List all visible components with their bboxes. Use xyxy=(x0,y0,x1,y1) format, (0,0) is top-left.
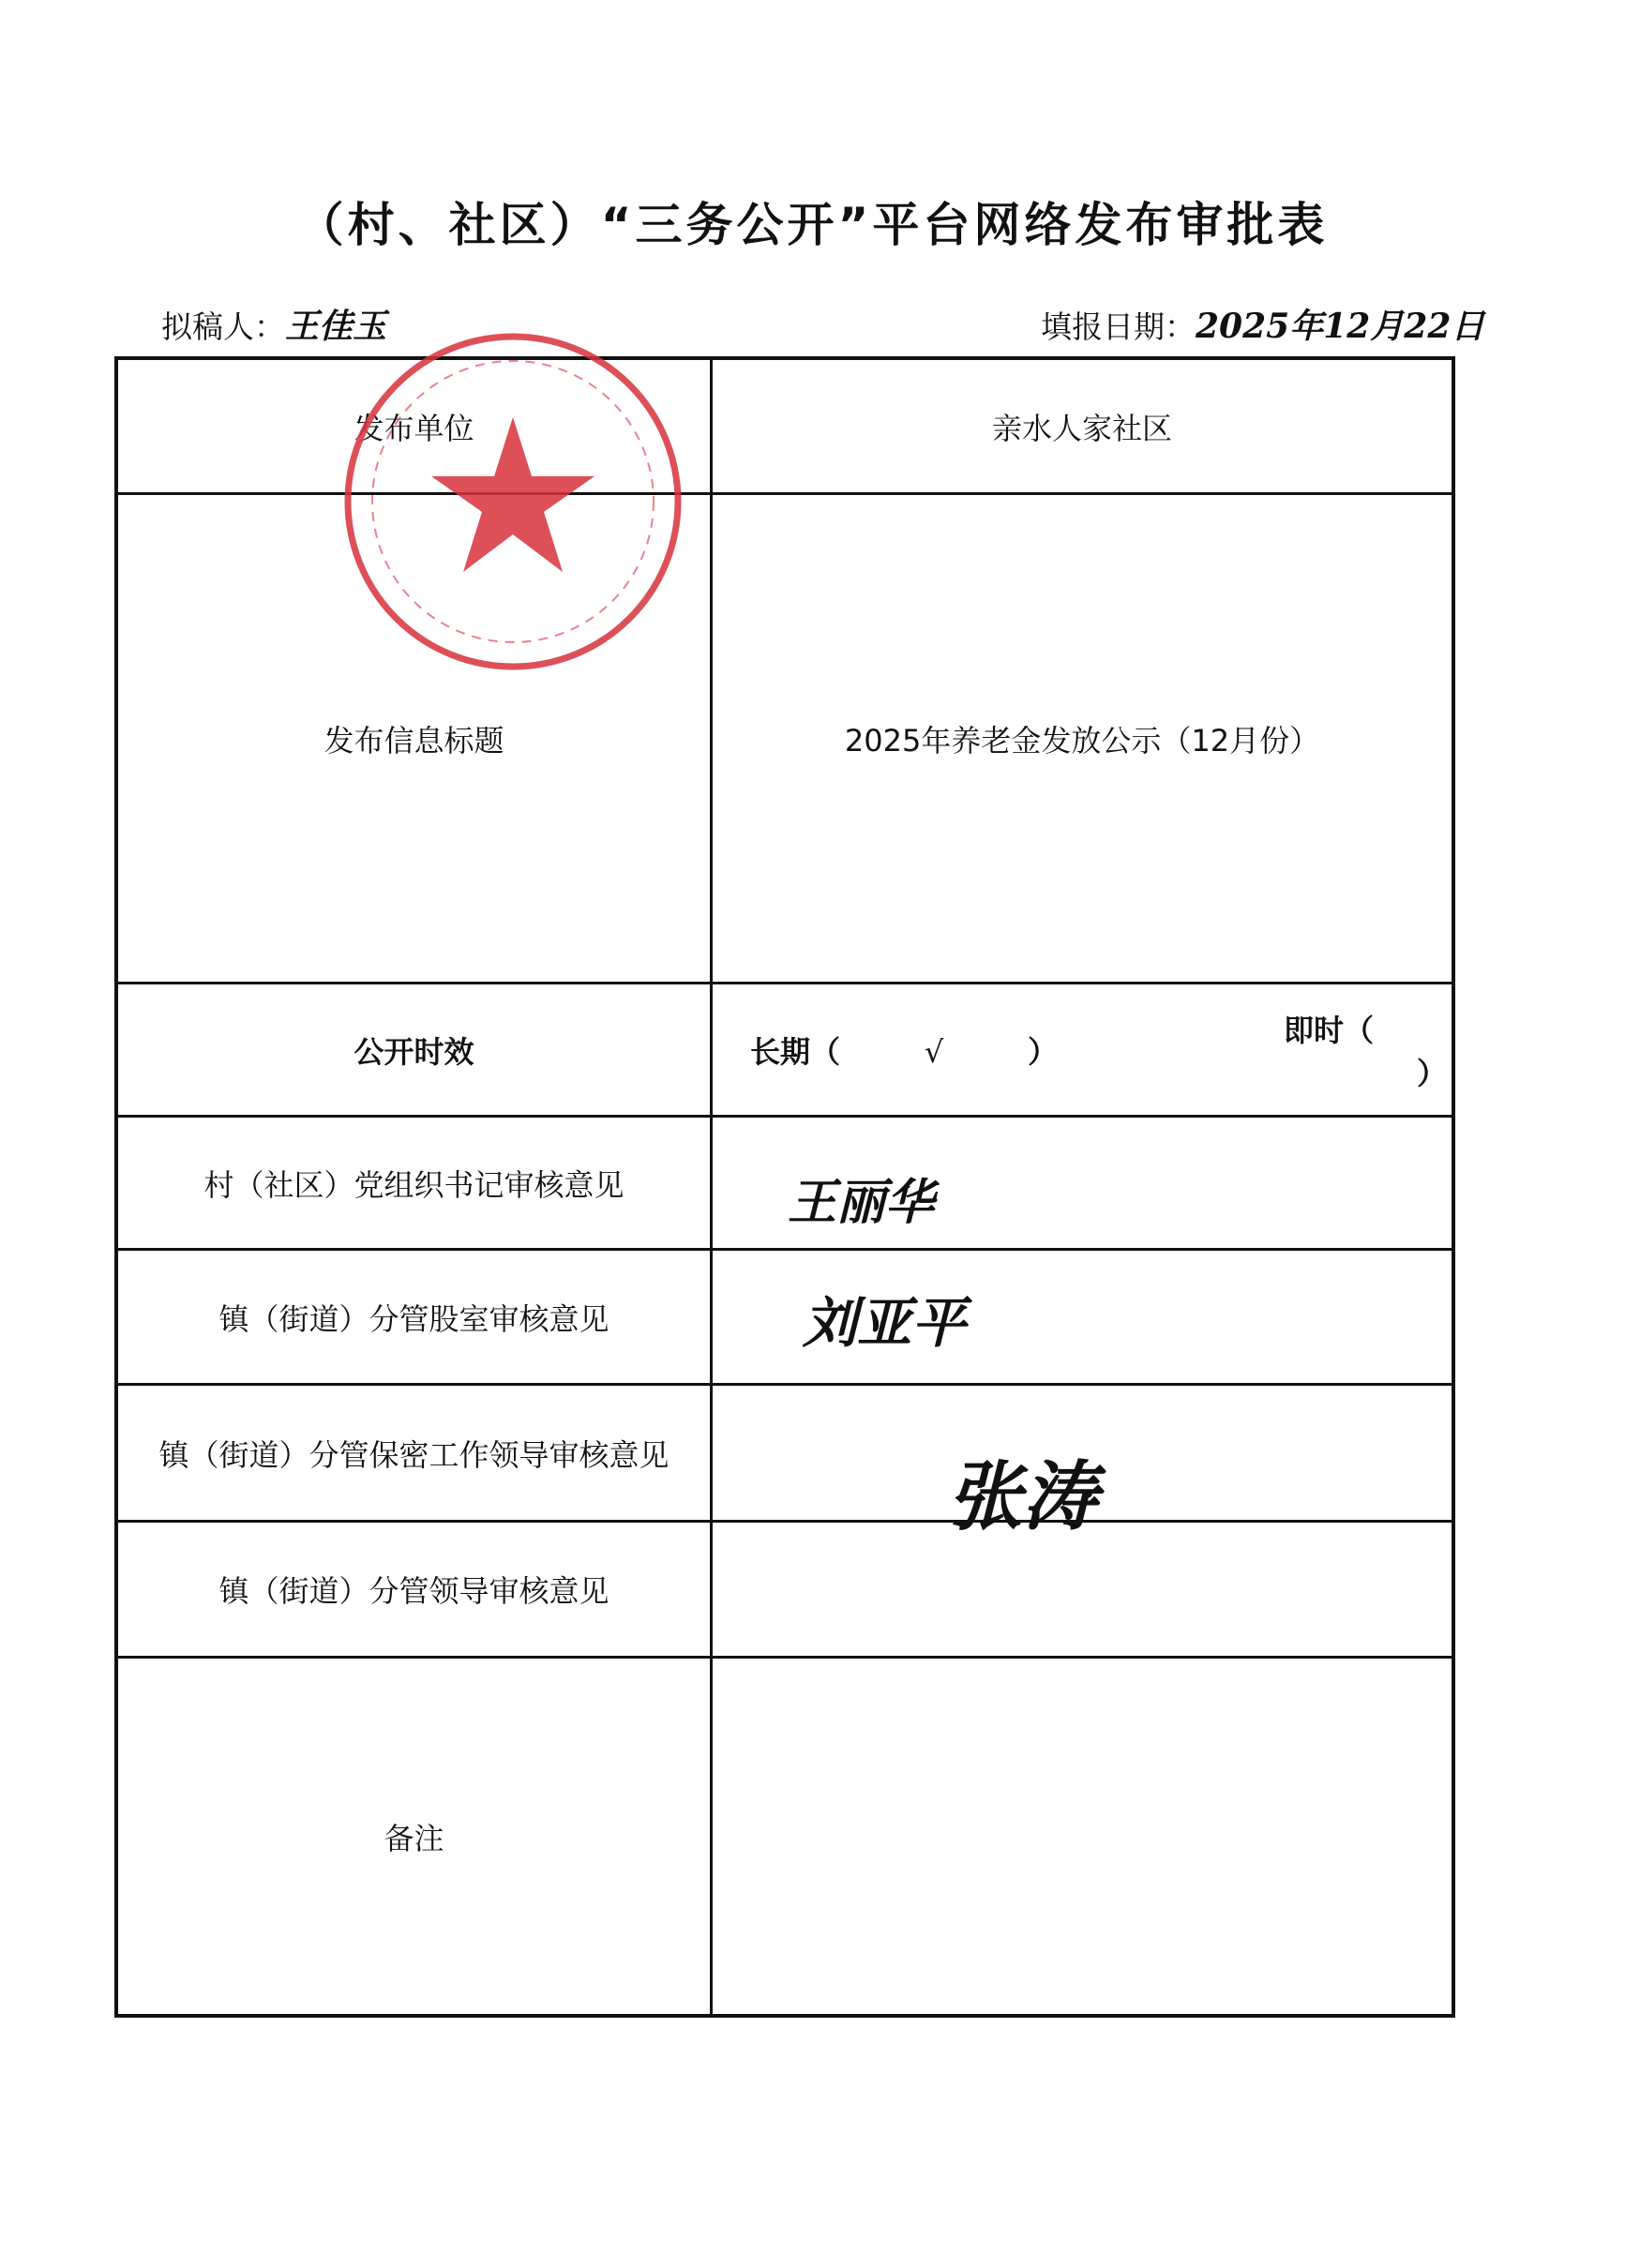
drafter-name: 王佳玉 xyxy=(285,307,387,346)
publisher-unit-value: 亲水人家社区 xyxy=(991,410,1172,446)
timeliness-label: 公开时效 xyxy=(118,984,713,1115)
town-section-review-label: 镇（街道）分管股室审核意见 xyxy=(118,1251,713,1383)
form-title: （村、社区）“三务公开”平台网络发布审批表 xyxy=(296,198,1329,252)
row-town-section-review xyxy=(118,1251,1452,1386)
immediate-close: ） xyxy=(1416,1055,1447,1091)
row-party-secretary-review xyxy=(118,1118,1452,1251)
town-section-review-value xyxy=(713,1251,1452,1383)
remarks-value xyxy=(713,1659,1452,2014)
drafter-label: 拟稿人： xyxy=(161,308,285,345)
fill-date-value: 2025年12月22日 xyxy=(1196,307,1485,346)
immediate-label: 即时（ xyxy=(1283,1012,1374,1048)
remarks-label: 备注 xyxy=(118,1659,713,2014)
seal-star-icon xyxy=(431,417,594,572)
approval-form-table xyxy=(114,356,1455,2018)
row-info-title xyxy=(118,495,1452,984)
long-term-close: ） xyxy=(1028,1033,1059,1070)
town-section-signature: 刘亚平 xyxy=(803,1291,967,1355)
fill-date-line xyxy=(1041,300,1484,348)
town-secrecy-review-value xyxy=(713,1386,1452,1540)
info-title-value: 2025年养老金发放公示（12月份） xyxy=(844,722,1320,759)
immediate-option xyxy=(1206,1007,1452,1093)
row-town-leader-review xyxy=(118,1523,1452,1659)
timeliness-options xyxy=(713,984,1452,1115)
long-term-option xyxy=(750,1029,1058,1072)
long-term-label: 长期（ xyxy=(750,1033,841,1070)
row-timeliness xyxy=(118,984,1452,1118)
official-seal-stamp xyxy=(339,328,686,675)
long-term-checkmark: √ xyxy=(924,1033,944,1070)
town-secrecy-review-label: 镇（街道）分管保密工作领导审核意见 xyxy=(118,1386,713,1520)
row-remarks xyxy=(118,1659,1452,2014)
row-publisher-unit xyxy=(118,360,1452,495)
party-secretary-review-value xyxy=(713,1118,1452,1248)
publisher-unit-label: 发布单位 xyxy=(118,360,713,492)
info-title-label: 发布信息标题 xyxy=(118,495,713,982)
fill-date-label: 填报日期： xyxy=(1041,308,1196,345)
town-secrecy-signature: 张涛 xyxy=(947,1452,1097,1540)
row-town-secrecy-review xyxy=(118,1386,1452,1540)
party-secretary-review-label: 村（社区）党组织书记审核意见 xyxy=(118,1118,713,1248)
town-leader-review-label: 镇（街道）分管领导审核意见 xyxy=(118,1523,713,1656)
party-secretary-signature: 王丽华 xyxy=(788,1174,935,1231)
